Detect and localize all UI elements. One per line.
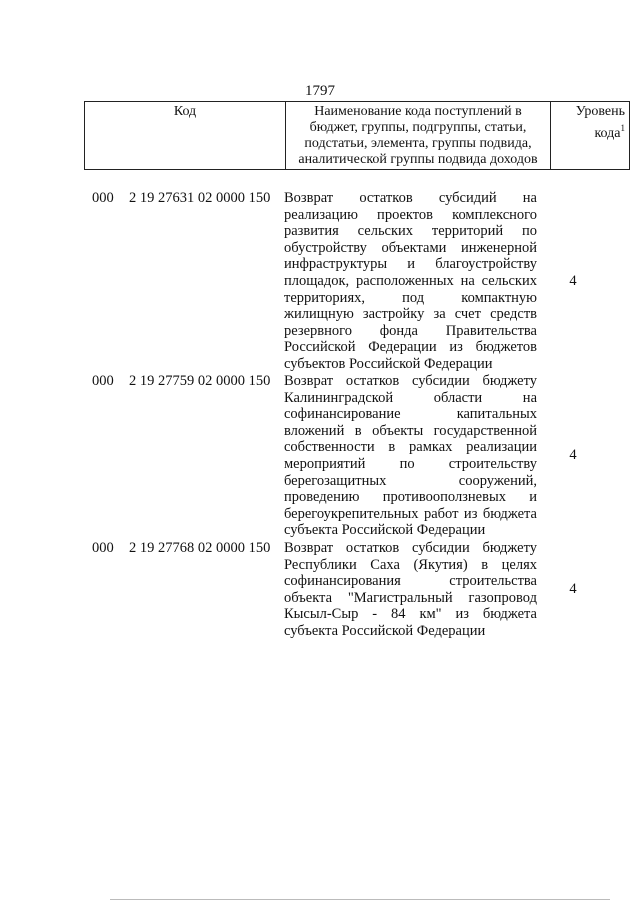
revenue-code: 2 19 27768 02 0000 150 (129, 540, 271, 556)
revenue-code: 2 19 27631 02 0000 150 (129, 190, 271, 206)
header-level (551, 102, 630, 170)
header-code: Код (85, 102, 286, 170)
code-level: 4 (569, 447, 577, 463)
revenue-name: Возврат остатков субсидии бюджету Республики Саха (Якутия) в целях софинансирования строительства объекта "Магистральный газопровод Кысыл-Сыр - 84 км" из бюджета субъекта Российской Федерации (284, 540, 537, 639)
header-level-label: Уровень кода (575, 104, 625, 141)
code-level: 4 (569, 273, 577, 289)
revenue-name: Возврат остатков субсидий на реализацию проектов комплексного развития сельских территорий по обустройству объектами инженерной инфраструктуры и благоустройству площадок, расположенных на сельских территориях, под компактную жилищную застройку за счет средств резервного фонда Правительства Российской Федерации из бюджетов субъектов Российской Федерации (284, 190, 537, 372)
admin-code: 000 (92, 540, 114, 556)
admin-code: 000 (92, 190, 114, 206)
code-level: 4 (569, 581, 577, 597)
revenue-name: Возврат остатков субсидии бюджету Калининградской области на софинансирование капитальных вложений в объекты государственной собственности в рамках реализации мероприятий по строительству берегозащитных сооружений, проведению противооползневых и берегоукрепительных работ из бюджета субъекта Российской Федерации (284, 373, 537, 539)
header-level-footnote: 1 (620, 123, 625, 133)
page-number: 1797 (305, 83, 335, 99)
page-edge-line (110, 899, 610, 900)
header-name: Наименование кода поступлений в бюджет, группы, подгруппы, статьи, подстатьи, элемента, группы подвида, аналитической группы подвида доходов (286, 102, 551, 170)
admin-code: 000 (92, 373, 114, 389)
table-header (84, 101, 630, 170)
revenue-code: 2 19 27759 02 0000 150 (129, 373, 271, 389)
